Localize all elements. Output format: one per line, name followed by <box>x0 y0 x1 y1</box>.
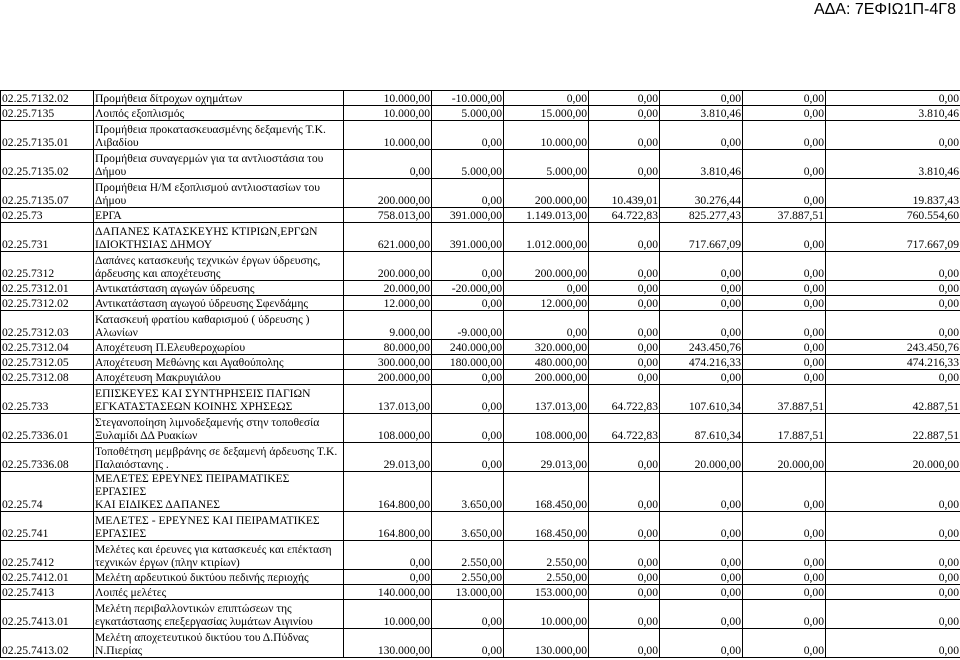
amount-cell: 10.439,01 <box>589 179 660 208</box>
account-code-cell: 02.25.7412 <box>1 541 94 570</box>
amount-cell: 0,00 <box>589 340 660 355</box>
amount-cell: 5.000,00 <box>504 150 589 179</box>
amount-cell: 19.837,43 <box>826 179 960 208</box>
description-line: ΚΑΙ ΕΙΔΙΚΕΣ ΔΑΠΑΝΕΣ <box>95 498 221 511</box>
amount-cell: 130.000,00 <box>504 629 589 658</box>
amount-cell: 20.000,00 <box>826 443 960 472</box>
amount-cell: 22.887,51 <box>826 414 960 443</box>
amount-cell: 0,00 <box>660 512 743 541</box>
amount-cell: 200.000,00 <box>504 370 589 385</box>
amount-cell: 0,00 <box>589 512 660 541</box>
description-cell <box>94 340 344 355</box>
amount-cell: 0,00 <box>660 296 743 311</box>
table-row <box>1 91 960 106</box>
account-code-cell: 02.25.7312.05 <box>1 355 94 370</box>
amount-cell: 10.000,00 <box>344 106 432 121</box>
amount-cell: 17.887,51 <box>743 414 826 443</box>
table-row <box>1 570 960 585</box>
amount-cell: 0,00 <box>660 570 743 585</box>
amount-cell: 0,00 <box>743 541 826 570</box>
amount-cell: 0,00 <box>743 106 826 121</box>
amount-cell: 29.013,00 <box>504 443 589 472</box>
amount-cell: 0,00 <box>826 281 960 296</box>
amount-cell: -9.000,00 <box>432 311 504 340</box>
amount-cell: 0,00 <box>660 281 743 296</box>
description-line: Στεγανοποίηση λιμνοδεξαμενής στην τοποθεσία <box>95 416 320 429</box>
account-code-cell: 02.25.7336.01 <box>1 414 94 443</box>
amount-cell: 87.610,34 <box>660 414 743 443</box>
description-line: Λιβαδίου <box>95 136 139 149</box>
amount-cell: 20.000,00 <box>344 281 432 296</box>
amount-cell: 15.000,00 <box>504 106 589 121</box>
table-row <box>1 443 960 472</box>
description-cell <box>94 512 344 541</box>
amount-cell: 140.000,00 <box>344 585 432 600</box>
description-line: Μελέτη περιβαλλοντικών επιπτώσεων της <box>95 602 292 615</box>
amount-cell: 0,00 <box>432 385 504 414</box>
account-code-cell: 02.25.7312.03 <box>1 311 94 340</box>
amount-cell: 0,00 <box>344 570 432 585</box>
amount-cell: 0,00 <box>660 121 743 150</box>
amount-cell: 0,00 <box>826 585 960 600</box>
table-row <box>1 629 960 658</box>
table-row <box>1 585 960 600</box>
amount-cell: 0,00 <box>660 370 743 385</box>
amount-cell: 0,00 <box>589 355 660 370</box>
amount-cell: 0,00 <box>743 252 826 281</box>
amount-cell: 0,00 <box>743 281 826 296</box>
description-line: Κατασκευή φρατίου καθαρισμού ( ύδρευσης ) <box>95 313 310 326</box>
amount-cell: 0,00 <box>743 311 826 340</box>
amount-cell: 0,00 <box>826 600 960 629</box>
account-code-cell: 02.25.7312.02 <box>1 296 94 311</box>
description-cell <box>94 252 344 281</box>
account-code-cell: 02.25.7132.02 <box>1 91 94 106</box>
description-cell <box>94 91 344 106</box>
amount-cell: 12.000,00 <box>344 296 432 311</box>
amount-cell: 30.276,44 <box>660 179 743 208</box>
amount-cell: 37.887,51 <box>743 385 826 414</box>
amount-cell: 0,00 <box>743 355 826 370</box>
amount-cell: 0,00 <box>344 541 432 570</box>
amount-cell: 180.000,00 <box>432 355 504 370</box>
amount-cell: 10.000,00 <box>344 600 432 629</box>
description-cell <box>94 443 344 472</box>
table-row <box>1 472 960 512</box>
amount-cell: 0,00 <box>589 443 660 472</box>
table-row <box>1 600 960 629</box>
amount-cell: 0,00 <box>504 311 589 340</box>
account-code-cell: 02.25.7312 <box>1 252 94 281</box>
description-cell <box>94 106 344 121</box>
amount-cell: 0,00 <box>743 600 826 629</box>
description-cell <box>94 150 344 179</box>
amount-cell: 0,00 <box>589 91 660 106</box>
amount-cell: 164.800,00 <box>344 472 432 512</box>
description-line: εγκατάστασης επεξεργασίας λυμάτων Αιγινίου <box>95 615 313 628</box>
amount-cell: 0,00 <box>589 296 660 311</box>
amount-cell: 0,00 <box>660 91 743 106</box>
amount-cell: 64.722,83 <box>589 385 660 414</box>
description-line: ΕΡΓΑΣΙΕΣ <box>95 527 147 540</box>
amount-cell: 0,00 <box>432 296 504 311</box>
account-code-cell: 02.25.7413 <box>1 585 94 600</box>
amount-cell: 0,00 <box>432 600 504 629</box>
amount-cell: 0,00 <box>344 150 432 179</box>
account-code-cell: 02.25.7312.04 <box>1 340 94 355</box>
amount-cell: 0,00 <box>743 512 826 541</box>
amount-cell: 391.000,00 <box>432 208 504 223</box>
amount-cell: 0,00 <box>432 179 504 208</box>
amount-cell: 825.277,43 <box>660 208 743 223</box>
amount-cell: 3.810,46 <box>660 150 743 179</box>
account-code-cell: 02.25.73 <box>1 208 94 223</box>
description-cell <box>94 355 344 370</box>
description-line: ΔΑΠΑΝΕΣ ΚΑΤΑΣΚΕΥΗΣ ΚΤΙΡΙΩΝ,ΕΡΓΩΝ <box>95 225 318 238</box>
amount-cell: 0,00 <box>826 121 960 150</box>
amount-cell: 2.550,00 <box>432 570 504 585</box>
amount-cell: 3.810,46 <box>826 106 960 121</box>
description-line: Προμήθεια συναγερμών για τα αντλιοστάσια του <box>95 152 324 165</box>
amount-cell: 2.550,00 <box>504 541 589 570</box>
table-row <box>1 541 960 570</box>
amount-cell: 0,00 <box>743 121 826 150</box>
amount-cell: 0,00 <box>826 91 960 106</box>
amount-cell: 108.000,00 <box>504 414 589 443</box>
account-code-cell: 02.25.7135.07 <box>1 179 94 208</box>
description-line: Προμήθεια Η/Μ εξοπλισμού αντλιοστασίων του <box>95 181 320 194</box>
amount-cell: 0,00 <box>826 311 960 340</box>
amount-cell: 10.000,00 <box>504 600 589 629</box>
table-row <box>1 414 960 443</box>
table-row <box>1 370 960 385</box>
description-cell <box>94 296 344 311</box>
amount-cell: 0,00 <box>432 252 504 281</box>
amount-cell: 64.722,83 <box>589 414 660 443</box>
description-line: Αντικατάσταση αγωγών ύδρευσης <box>95 282 255 295</box>
table-row <box>1 512 960 541</box>
amount-cell: 0,00 <box>660 311 743 340</box>
amount-cell: 717.667,09 <box>660 223 743 252</box>
budget-table-body <box>1 91 960 658</box>
account-code-cell: 02.25.7312.01 <box>1 281 94 296</box>
amount-cell: 153.000,00 <box>504 585 589 600</box>
amount-cell: 42.887,51 <box>826 385 960 414</box>
amount-cell: 0,00 <box>743 296 826 311</box>
description-cell <box>94 179 344 208</box>
amount-cell: 480.000,00 <box>504 355 589 370</box>
description-cell <box>94 570 344 585</box>
amount-cell: 168.450,00 <box>504 512 589 541</box>
amount-cell: 0,00 <box>743 91 826 106</box>
table-row <box>1 296 960 311</box>
amount-cell: 0,00 <box>826 512 960 541</box>
amount-cell: 3.810,46 <box>660 106 743 121</box>
amount-cell: 0,00 <box>589 223 660 252</box>
budget-table <box>0 90 960 658</box>
account-code-cell: 02.25.7413.01 <box>1 600 94 629</box>
table-row <box>1 355 960 370</box>
amount-cell: 0,00 <box>504 281 589 296</box>
amount-cell: 3.650,00 <box>432 472 504 512</box>
budget-table-container <box>0 90 960 658</box>
amount-cell: 0,00 <box>589 121 660 150</box>
description-line: Προμήθεια προκατασκευασμένης δεξαμενής Τ.Κ. <box>95 123 326 136</box>
amount-cell: 137.013,00 <box>344 385 432 414</box>
account-code-cell: 02.25.7336.08 <box>1 443 94 472</box>
amount-cell: 3.810,46 <box>826 150 960 179</box>
description-line: Μελέτη αρδευτικού δικτύου πεδινής περιοχής <box>95 571 309 584</box>
amount-cell: 717.667,09 <box>826 223 960 252</box>
description-line: Αντικατάσταση αγωγού ύδρευσης Σφενδάμης <box>95 297 309 310</box>
description-line: Αποχέτευση Π.Ελευθεροχωρίου <box>95 341 246 354</box>
amount-cell: 0,00 <box>743 223 826 252</box>
table-row <box>1 340 960 355</box>
table-row <box>1 208 960 223</box>
amount-cell: 0,00 <box>589 472 660 512</box>
account-code-cell: 02.25.7135 <box>1 106 94 121</box>
amount-cell: 0,00 <box>826 370 960 385</box>
amount-cell: 0,00 <box>589 252 660 281</box>
amount-cell: 200.000,00 <box>504 252 589 281</box>
amount-cell: 108.000,00 <box>344 414 432 443</box>
amount-cell: 0,00 <box>589 106 660 121</box>
table-row <box>1 281 960 296</box>
amount-cell: 760.554,60 <box>826 208 960 223</box>
account-code-cell: 02.25.7413.02 <box>1 629 94 658</box>
amount-cell: 0,00 <box>826 472 960 512</box>
description-line: ΕΡΓΑ <box>95 209 122 222</box>
amount-cell: 164.800,00 <box>344 512 432 541</box>
amount-cell: 0,00 <box>743 570 826 585</box>
amount-cell: 300.000,00 <box>344 355 432 370</box>
amount-cell: 0,00 <box>432 121 504 150</box>
amount-cell: 29.013,00 <box>344 443 432 472</box>
table-row <box>1 385 960 414</box>
amount-cell: 200.000,00 <box>344 252 432 281</box>
amount-cell: 10.000,00 <box>344 91 432 106</box>
amount-cell: 1.012.000,00 <box>504 223 589 252</box>
account-code-cell: 02.25.7412.01 <box>1 570 94 585</box>
amount-cell: 200.000,00 <box>504 179 589 208</box>
amount-cell: 137.013,00 <box>504 385 589 414</box>
amount-cell: 168.450,00 <box>504 472 589 512</box>
description-cell <box>94 370 344 385</box>
description-cell <box>94 281 344 296</box>
amount-cell: 107.610,34 <box>660 385 743 414</box>
table-row <box>1 223 960 252</box>
amount-cell: 5.000,00 <box>432 106 504 121</box>
account-code-cell: 02.25.7135.01 <box>1 121 94 150</box>
amount-cell: 20.000,00 <box>743 443 826 472</box>
amount-cell: 0,00 <box>826 629 960 658</box>
amount-cell: 758.013,00 <box>344 208 432 223</box>
amount-cell: 2.550,00 <box>432 541 504 570</box>
description-line: ΙΔΙΟΚΤΗΣΙΑΣ ΔΗΜΟΥ <box>95 238 213 251</box>
amount-cell: 0,00 <box>660 585 743 600</box>
amount-cell: 474.216,33 <box>660 355 743 370</box>
amount-cell: 240.000,00 <box>432 340 504 355</box>
amount-cell: 0,00 <box>589 585 660 600</box>
table-row <box>1 150 960 179</box>
amount-cell: 391.000,00 <box>432 223 504 252</box>
amount-cell: 0,00 <box>743 370 826 385</box>
amount-cell: 474.216,33 <box>826 355 960 370</box>
description-line: ΕΠΙΣΚΕΥΕΣ ΚΑΙ ΣΥΝΤΗΡΗΣΕΙΣ ΠΑΓΙΩΝ <box>95 387 311 400</box>
amount-cell: 80.000,00 <box>344 340 432 355</box>
amount-cell: 12.000,00 <box>504 296 589 311</box>
amount-cell: 0,00 <box>743 150 826 179</box>
description-cell <box>94 223 344 252</box>
amount-cell: 0,00 <box>743 340 826 355</box>
description-line: Ξυλαμίδι ΔΔ Ρυακίων <box>95 429 198 442</box>
description-line: ΜΕΛΕΤΕΣ - ΕΡΕΥΝΕΣ ΚΑΙ ΠΕΙΡΑΜΑΤΙΚΕΣ <box>95 514 320 527</box>
description-cell <box>94 385 344 414</box>
description-line: Δήμου <box>95 194 127 207</box>
description-cell <box>94 472 344 512</box>
amount-cell: 0,00 <box>589 600 660 629</box>
description-cell <box>94 600 344 629</box>
table-row <box>1 252 960 281</box>
table-row <box>1 106 960 121</box>
account-code-cell: 02.25.733 <box>1 385 94 414</box>
amount-cell: 9.000,00 <box>344 311 432 340</box>
account-code-cell: 02.25.7312.08 <box>1 370 94 385</box>
amount-cell: 130.000,00 <box>344 629 432 658</box>
description-line: Μελέτες και έρευνες για κατασκευές και επέκταση <box>95 543 332 556</box>
table-row <box>1 311 960 340</box>
amount-cell: 0,00 <box>589 150 660 179</box>
amount-cell: 0,00 <box>826 252 960 281</box>
description-line: Τοποθέτηση μεμβράνης σε δεξαμενή άρδευσης Τ.Κ. <box>95 445 338 458</box>
amount-cell: 0,00 <box>589 570 660 585</box>
amount-cell: 0,00 <box>660 629 743 658</box>
amount-cell: -10.000,00 <box>432 91 504 106</box>
amount-cell: 621.000,00 <box>344 223 432 252</box>
amount-cell: 0,00 <box>826 296 960 311</box>
description-line: τεχνικών έργων (πλην κτιρίων) <box>95 556 240 569</box>
amount-cell: 200.000,00 <box>344 370 432 385</box>
amount-cell: 0,00 <box>504 91 589 106</box>
amount-cell: 0,00 <box>432 370 504 385</box>
table-row <box>1 121 960 150</box>
description-cell <box>94 629 344 658</box>
amount-cell: 0,00 <box>743 629 826 658</box>
amount-cell: 0,00 <box>660 472 743 512</box>
amount-cell: 13.000,00 <box>432 585 504 600</box>
amount-cell: 200.000,00 <box>344 179 432 208</box>
description-cell <box>94 541 344 570</box>
amount-cell: 0,00 <box>743 585 826 600</box>
amount-cell: 0,00 <box>589 370 660 385</box>
description-cell <box>94 208 344 223</box>
amount-cell: 0,00 <box>660 252 743 281</box>
amount-cell: 0,00 <box>589 629 660 658</box>
amount-cell: 0,00 <box>826 541 960 570</box>
description-cell <box>94 585 344 600</box>
description-line: Δαπάνες κατασκευής τεχνικών έργων ύδρευσης, <box>95 254 321 267</box>
description-line: Λοιπές μελέτες <box>95 586 167 599</box>
description-line: Αποχέτευση Μακρυγιάλου <box>95 371 221 384</box>
amount-cell: 0,00 <box>660 600 743 629</box>
description-line: Μελέτη αποχετευτικού δικτύου του Δ.Πύδνας <box>95 631 309 644</box>
account-code-cell: 02.25.741 <box>1 512 94 541</box>
description-line: Αποχέτευση Μεθώνης και Αγαθούπολης <box>95 356 284 369</box>
amount-cell: 0,00 <box>432 414 504 443</box>
account-code-cell: 02.25.7135.02 <box>1 150 94 179</box>
amount-cell: 0,00 <box>826 570 960 585</box>
amount-cell: 3.650,00 <box>432 512 504 541</box>
amount-cell: 0,00 <box>432 443 504 472</box>
amount-cell: 5.000,00 <box>432 150 504 179</box>
account-code-cell: 02.25.74 <box>1 472 94 512</box>
description-line: Ν.Πιερίας <box>95 644 143 657</box>
amount-cell: 37.887,51 <box>743 208 826 223</box>
amount-cell: 0,00 <box>743 472 826 512</box>
amount-cell: 10.000,00 <box>504 121 589 150</box>
ada-watermark: ΑΔΑ: 7ΕΦΙΩ1Π-4Γ8 <box>813 1 956 18</box>
description-cell <box>94 311 344 340</box>
amount-cell: 0,00 <box>432 629 504 658</box>
amount-cell: 243.450,76 <box>660 340 743 355</box>
description-cell <box>94 414 344 443</box>
description-line: άρδευσης και αποχέτευσης <box>95 267 221 280</box>
amount-cell: 320.000,00 <box>504 340 589 355</box>
amount-cell: 0,00 <box>743 179 826 208</box>
amount-cell: 1.149.013,00 <box>504 208 589 223</box>
description-line: Δήμου <box>95 165 127 178</box>
description-line: Αλωνίων <box>95 326 138 339</box>
amount-cell: 0,00 <box>589 281 660 296</box>
description-line: Λοιπός εξοπλισμός <box>95 107 185 120</box>
table-row <box>1 179 960 208</box>
amount-cell: 20.000,00 <box>660 443 743 472</box>
amount-cell: 0,00 <box>589 541 660 570</box>
description-line: Παλαιόστανης . <box>95 458 169 471</box>
amount-cell: 0,00 <box>660 541 743 570</box>
description-line: Προμήθεια δίτροχων οχημάτων <box>95 92 243 105</box>
account-code-cell: 02.25.731 <box>1 223 94 252</box>
amount-cell: 10.000,00 <box>344 121 432 150</box>
amount-cell: 0,00 <box>589 311 660 340</box>
amount-cell: 243.450,76 <box>826 340 960 355</box>
amount-cell: 2.550,00 <box>504 570 589 585</box>
description-line: ΕΓΚΑΤΑΣΤΑΣΕΩΝ ΚΟΙΝΗΣ ΧΡΗΣΕΩΣ <box>95 400 293 413</box>
amount-cell: 64.722,83 <box>589 208 660 223</box>
description-cell <box>94 121 344 150</box>
amount-cell: -20.000,00 <box>432 281 504 296</box>
description-line: ΜΕΛΕΤΕΣ ΕΡΕΥΝΕΣ ΠΕΙΡΑΜΑΤΙΚΕΣ ΕΡΓΑΣΙΕΣ <box>95 472 290 498</box>
